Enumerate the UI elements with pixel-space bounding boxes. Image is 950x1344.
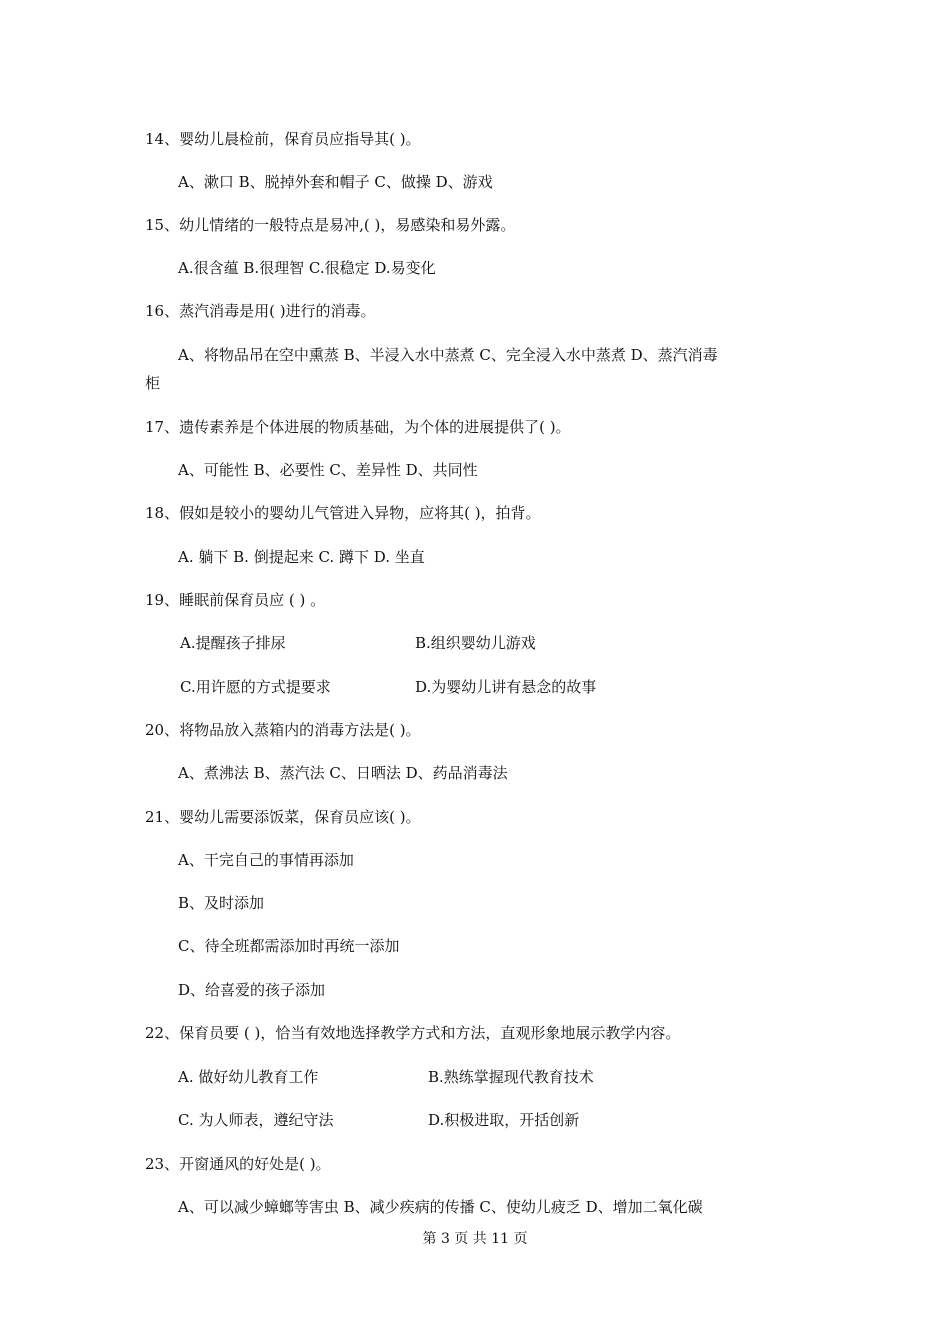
question-23: 23、开窗通风的好处是( )。 (145, 1155, 331, 1173)
question-21-option-a: A、干完自己的事情再添加 (178, 851, 354, 869)
question-21: 21、婴幼儿需要添饭菜，保育员应该( )。 (145, 808, 421, 826)
question-18: 18、假如是较小的婴幼儿气管进入异物，应将其( )，拍背。 (145, 504, 541, 522)
question-22-option-b: B.熟练掌握现代教育技术 (428, 1068, 594, 1086)
question-19: 19、睡眠前保育员应 ( ) 。 (145, 591, 326, 609)
question-22-option-d: D.积极进取，开括创新 (428, 1111, 580, 1129)
question-20-options: A、煮沸法 B、蒸汽法 C、日晒法 D、药品消毒法 (178, 764, 508, 782)
question-21-option-d: D、给喜爱的孩子添加 (178, 981, 326, 999)
question-19-option-c: C.用许愿的方式提要求 (180, 678, 331, 696)
page-footer: 第 3 页 共 11 页 (422, 1231, 528, 1247)
question-22-option-a: A. 做好幼儿教育工作 (178, 1068, 319, 1086)
question-19-option-d: D.为婴幼儿讲有悬念的故事 (415, 678, 597, 696)
question-17-options: A、可能性 B、必要性 C、差异性 D、共同性 (178, 461, 478, 479)
question-20: 20、将物品放入蒸箱内的消毒方法是( )。 (145, 721, 421, 739)
question-16-options-continuation: 柜 (145, 374, 161, 392)
question-23-options: A、可以减少蟑螂等害虫 B、减少疾病的传播 C、使幼儿疲乏 D、增加二氧化碳 (178, 1198, 703, 1216)
question-22: 22、保育员要 ( )，恰当有效地选择教学方式和方法，直观形象地展示教学内容。 (145, 1024, 681, 1042)
question-22-option-c: C. 为人师表，遵纪守法 (178, 1111, 334, 1129)
question-18-options: A. 躺下 B. 倒提起来 C. 蹲下 D. 坐直 (178, 548, 425, 566)
question-19-option-a: A.提醒孩子排尿 (180, 634, 286, 652)
question-21-option-b: B、及时添加 (178, 894, 265, 912)
question-15-options: A.很含蕴 B.很理智 C.很稳定 D.易变化 (178, 259, 436, 277)
question-17: 17、遗传素养是个体进展的物质基础，为个体的进展提供了( )。 (145, 418, 571, 436)
question-15: 15、幼儿情绪的一般特点是易冲,( )，易感染和易外露。 (145, 216, 516, 234)
question-16: 16、蒸汽消毒是用( )进行的消毒。 (145, 302, 376, 320)
question-19-option-b: B.组织婴幼儿游戏 (415, 634, 536, 652)
question-21-option-c: C、待全班都需添加时再统一添加 (178, 937, 400, 955)
question-16-options: A、将物品吊在空中熏蒸 B、半浸入水中蒸煮 C、完全浸入水中蒸煮 D、蒸汽消毒 (178, 346, 718, 364)
question-14: 14、婴幼儿晨检前，保育员应指导其( )。 (145, 130, 421, 148)
question-14-options: A、漱口 B、脱掉外套和帽子 C、做操 D、游戏 (178, 173, 493, 191)
